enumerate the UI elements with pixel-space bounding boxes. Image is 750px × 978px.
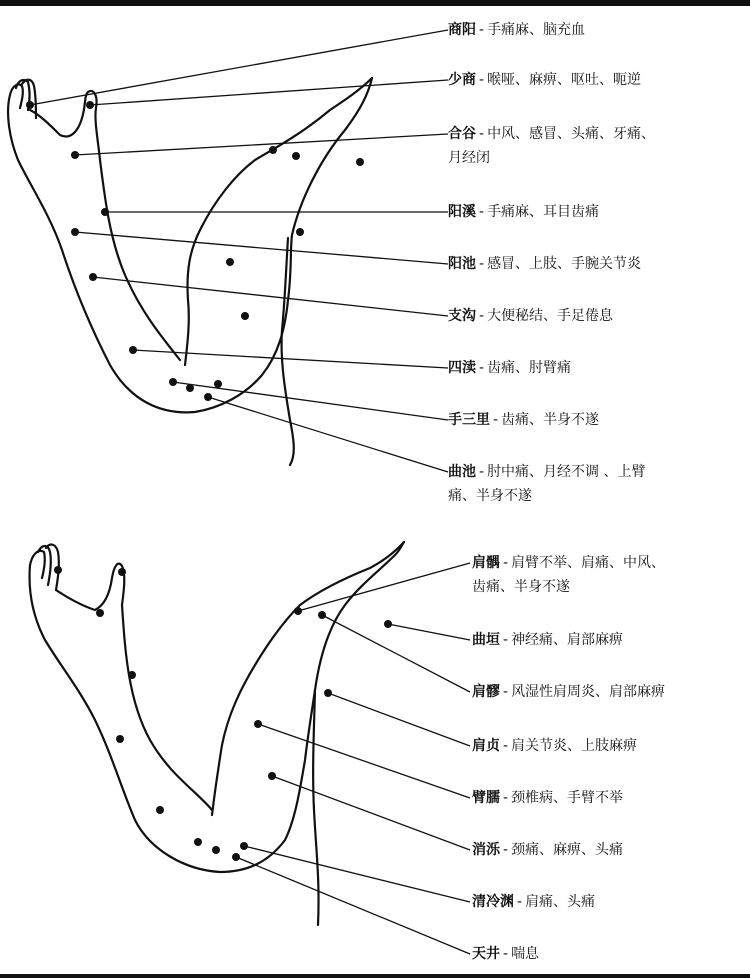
label-jianliao: 肩髎 - 风湿性肩周炎、肩部麻痹 bbox=[472, 684, 666, 700]
upper-arm-outline bbox=[8, 78, 372, 465]
label-xiaoluo: 消泺 - 颈痛、麻痹、头痛 bbox=[472, 842, 624, 858]
lower-arm-outline bbox=[30, 542, 404, 925]
upper-leader-lines bbox=[30, 30, 448, 472]
label-hegu: 合谷 - 中风、感冒、头痛、牙痛、 月经闭 bbox=[448, 126, 656, 166]
label-shangyang: 商阳 - 手痛麻、脑充血 bbox=[448, 22, 586, 38]
lower-leader-lines bbox=[236, 563, 470, 954]
label-shaoshang: 少商 - 喉哑、麻痹、呕吐、呃逆 bbox=[448, 72, 642, 88]
label-quchi: 曲池 - 肘中痛、月经不调 、上臂 痛、半身不遂 bbox=[448, 464, 646, 504]
label-jianyu: 肩髃 - 肩臂不举、肩痛、中风、 齿痛、半身不遂 bbox=[472, 555, 666, 595]
label-zhigou: 支沟 - 大便秘结、手足倦息 bbox=[448, 308, 614, 324]
label-tianjing: 天井 - 喘息 bbox=[472, 946, 540, 962]
label-quyuan: 曲垣 - 神经痛、肩部麻痹 bbox=[472, 632, 624, 648]
label-qinglengyuan: 清冷渊 - 肩痛、头痛 bbox=[472, 894, 596, 910]
label-jianzhen: 肩贞 - 肩关节炎、上肢麻痹 bbox=[472, 738, 638, 754]
label-yangxi: 阳溪 - 手痛麻、耳目齿痛 bbox=[448, 204, 600, 220]
label-shousanli: 手三里 - 齿痛、半身不遂 bbox=[448, 412, 600, 428]
label-binao: 臂臑 - 颈椎病、手臂不举 bbox=[472, 790, 624, 806]
label-yangchi: 阳池 - 感冒、上肢、手腕关节炎 bbox=[448, 256, 642, 272]
label-sidu: 四渎 - 齿痛、肘臂痛 bbox=[448, 360, 572, 376]
